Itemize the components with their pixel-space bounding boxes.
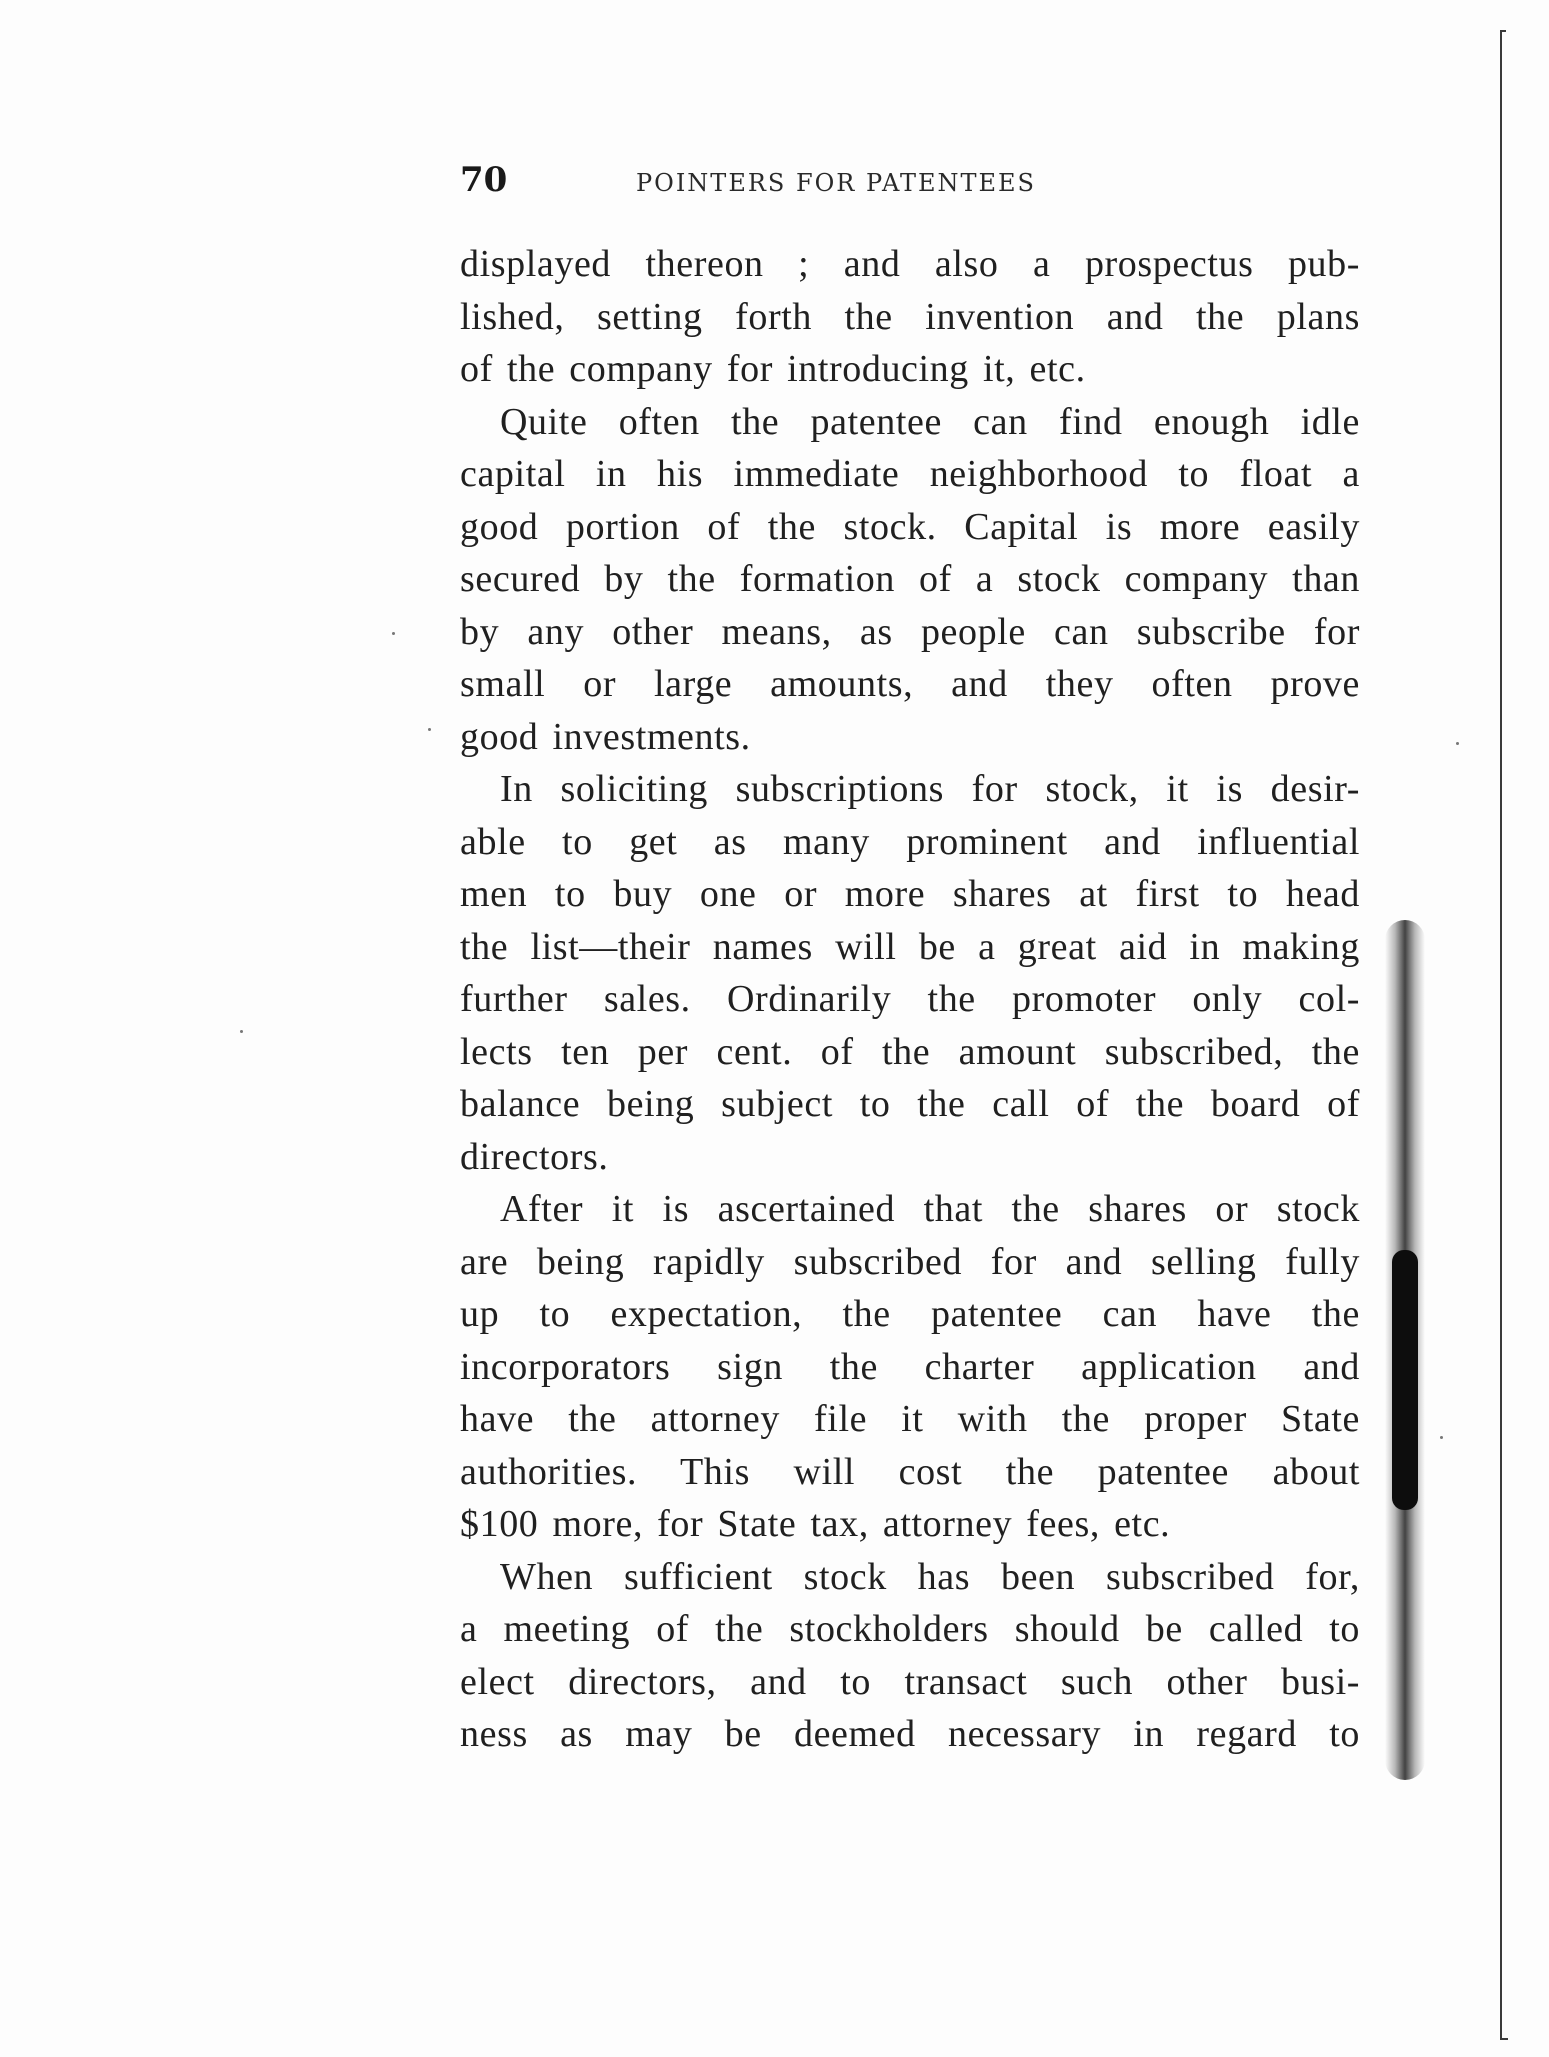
text-line: incorporators sign the charter application and xyxy=(460,1345,1360,1388)
page-header xyxy=(460,160,1360,210)
scan-speck xyxy=(392,632,395,635)
text-line: by any other means, as people can subscribe for xyxy=(460,610,1360,653)
paragraph-first-line: After it is ascertained that the shares or stock xyxy=(500,1188,1360,1230)
text-line: directors. xyxy=(460,1135,609,1178)
scan-speck xyxy=(1456,742,1459,745)
text-line: able to get as many prominent and influential xyxy=(460,820,1360,863)
text-line: have the attorney file it with the proper State xyxy=(460,1398,1360,1440)
text-line: capital in his immediate neighborhood to float a xyxy=(460,453,1360,495)
text-line: men to buy one or more shares at first to head xyxy=(460,873,1360,915)
scan-speck xyxy=(240,1030,243,1033)
text-line: lished, setting forth the invention and the plans xyxy=(460,295,1360,338)
running-title: POINTERS FOR PATENTEES xyxy=(636,169,1036,197)
binding-shadow-core xyxy=(1392,1250,1418,1510)
text-line: the list—their names will be a great aid in making xyxy=(460,925,1360,968)
text-line: elect directors, and to transact such other busi- xyxy=(460,1660,1360,1703)
page-edge-rule-tick xyxy=(1500,2038,1508,2040)
text-line: good portion of the stock. Capital is more easily xyxy=(460,505,1360,548)
text-line: small or large amounts, and they often prove xyxy=(460,663,1360,705)
text-line: lects ten per cent. of the amount subscribed, the xyxy=(460,1030,1360,1073)
paragraph-first-line: When sufficient stock has been subscribed for, xyxy=(500,1555,1360,1598)
scan-speck xyxy=(428,728,431,731)
text-line: further sales. Ordinarily the promoter only col- xyxy=(460,978,1360,1020)
text-line: are being rapidly subscribed for and selling fully xyxy=(460,1240,1360,1283)
scan-speck xyxy=(1440,1436,1443,1439)
page-edge-rule xyxy=(1500,30,1502,2040)
text-line: a meeting of the stockholders should be called to xyxy=(460,1608,1360,1650)
body-text xyxy=(460,238,1360,1761)
text-line: displayed thereon ; and also a prospectus pub- xyxy=(460,243,1360,285)
text-line: $100 more, for State tax, attorney fees, etc. xyxy=(460,1503,1171,1545)
page-edge-rule-tick xyxy=(1500,30,1506,32)
text-line: balance being subject to the call of the board of xyxy=(460,1083,1360,1125)
page-number: 70 xyxy=(460,160,508,200)
text-line: up to expectation, the patentee can have the xyxy=(460,1293,1360,1335)
paragraph-first-line: In soliciting subscriptions for stock, it is desir- xyxy=(500,768,1360,810)
text-line: of the company for introducing it, etc. xyxy=(460,348,1086,390)
text-line: ness as may be deemed necessary in regard to xyxy=(460,1713,1360,1755)
text-line: authorities. This will cost the patentee about xyxy=(460,1450,1360,1493)
text-line: secured by the formation of a stock company than xyxy=(460,558,1360,600)
paragraph-first-line: Quite often the patentee can find enough idle xyxy=(500,400,1360,443)
text-line: good investments. xyxy=(460,715,751,758)
